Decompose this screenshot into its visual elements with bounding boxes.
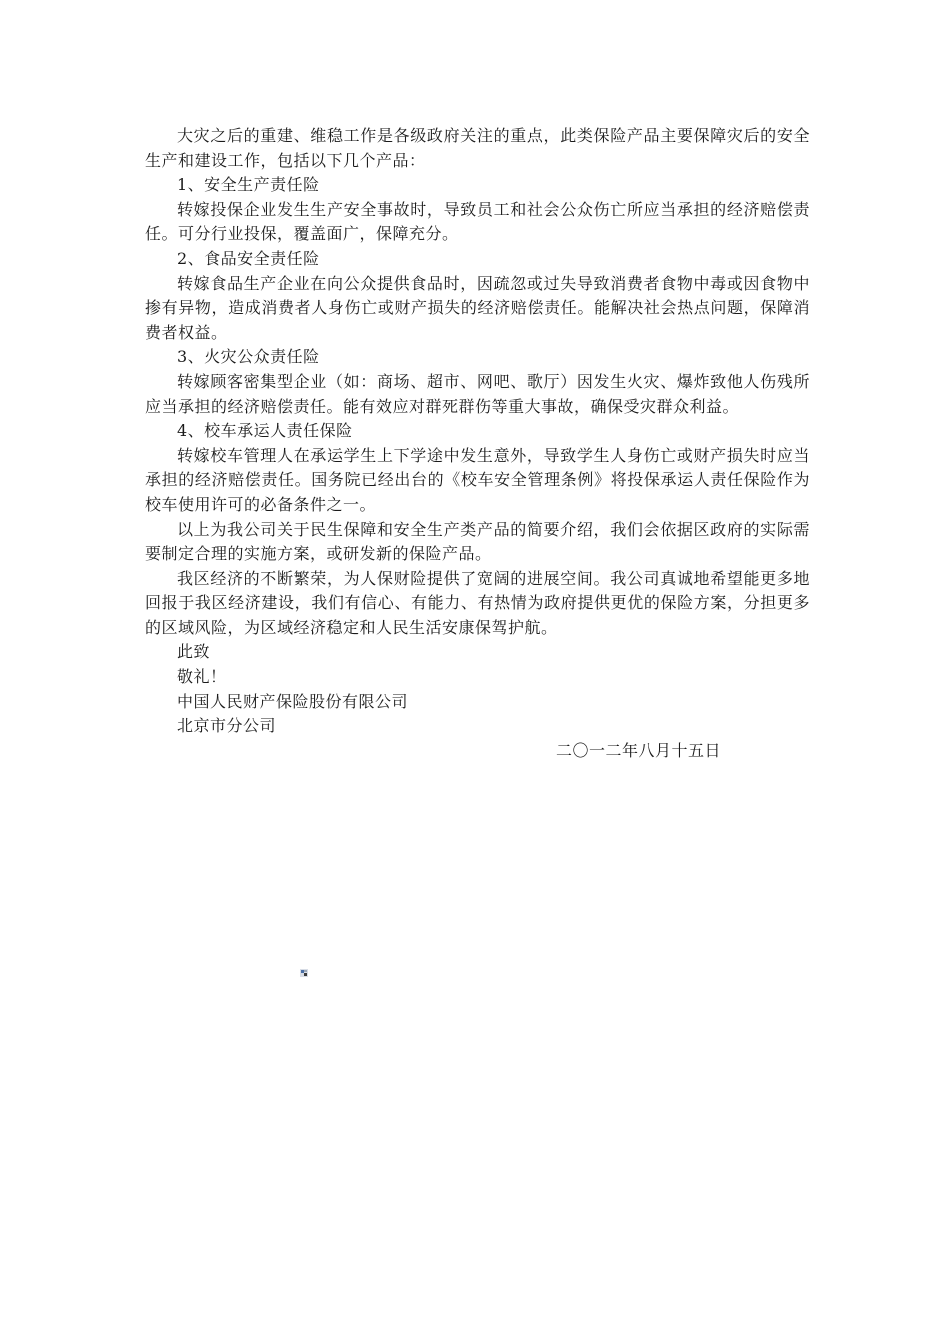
- signature-branch: 北京市分公司: [177, 716, 277, 736]
- item-body: 转嫁顾客密集型企业（如：商场、超市、网吧、歌厅）因发生火灾、爆炸致他人伤残所应当承担的经济赔偿责任。能有效应对群死群伤等重大事故，确保受灾群众利益。: [145, 371, 810, 416]
- intro-paragraph: 大灾之后的重建、维稳工作是各级政府关注的重点，此类保险产品主要保障灾后的安全生产和建设工作，包括以下几个产品：: [145, 126, 810, 170]
- item-heading: 1、安全生产责任险: [177, 175, 320, 195]
- summary-paragraph: 以上为我公司关于民生保障和安全生产类产品的简要介绍，我们会依据区政府的实际需要制定合理的实施方案，或研发新的保险产品。: [145, 519, 810, 564]
- salutation-line-1: 此致: [177, 642, 211, 662]
- closing-paragraph: 我区经济的不断繁荣，为人保财险提供了宽阔的进展空间。我公司真诚地希望能更多地回报于我区经济建设，我们有信心、有能力、有热情为政府提供更优的保险方案，分担更多的区域风险，为区域经济稳定和人民生活安康保驾护航。: [145, 568, 810, 637]
- letter-date: 二〇一二年八月十五日: [556, 740, 722, 760]
- signature-company: 中国人民财产保险股份有限公司: [177, 691, 409, 711]
- image-fragment-icon: [299, 968, 309, 978]
- salutation-line-2: 敬礼！: [177, 667, 227, 687]
- letter-body: [145, 124, 810, 763]
- item-body: 转嫁食品生产企业在向公众提供食品时，因疏忽或过失导致消费者食物中毒或因食物中掺有异物，造成消费者人身伤亡或财产损失的经济赔偿责任。能解决社会热点问题，保障消费者权益。: [145, 273, 810, 342]
- item-body: 转嫁投保企业发生生产安全事故时，导致员工和社会公众伤亡所应当承担的经济赔偿责任。可分行业投保，覆盖面广，保障充分。: [145, 199, 810, 244]
- item-heading: 4、校车承运人责任保险: [177, 421, 353, 441]
- item-body: 转嫁校车管理人在承运学生上下学途中发生意外，导致学生人身伤亡或财产损失时应当承担的经济赔偿责任。国务院已经出台的《校车安全管理条例》将投保承运人责任保险作为校车使用许可的必备条件之一。: [145, 445, 810, 514]
- item-heading: 2、食品安全责任险: [177, 248, 320, 268]
- item-heading: 3、火灾公众责任险: [177, 347, 320, 367]
